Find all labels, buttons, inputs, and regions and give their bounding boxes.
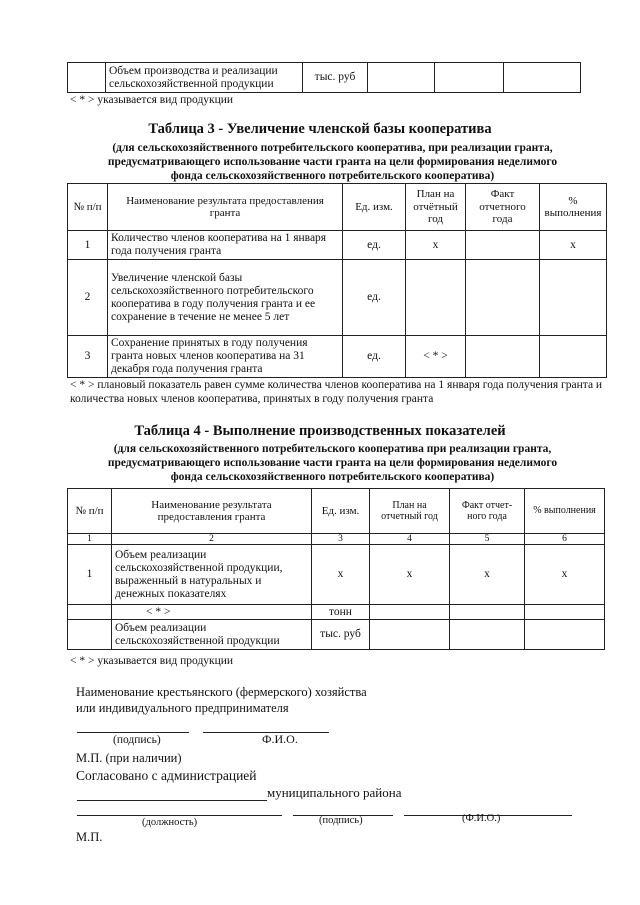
table3-header-unit: Ед. изм. <box>343 184 406 231</box>
cell-pct <box>540 336 607 378</box>
cell-name: Объем реализации сельскохозяйственной продукции, выраженный в натуральных и денежных показателях <box>112 545 312 605</box>
colnum: 2 <box>112 534 312 545</box>
table3-note: < * > плановый показатель равен сумме количества членов кооператива на 1 января года получения гранта и количества новых членов кооператива, принятых в году получения гранта <box>70 379 603 405</box>
table3-subtitle-1: (для сельскохозяйственного потребительского кооператива, при реализации гранта, <box>112 142 553 154</box>
table4 <box>67 488 605 650</box>
fio2-label: (Ф.И.О.) <box>462 813 501 824</box>
agreed-label: Согласовано с администрацией <box>76 768 257 783</box>
fio-label: Ф.И.О. <box>262 732 298 746</box>
cell-num: 1 <box>68 545 112 605</box>
cell-plan: < * > <box>406 336 466 378</box>
cell-pct: х <box>525 545 605 605</box>
position-line <box>77 815 282 816</box>
cell-num <box>68 605 112 620</box>
table4-title: Таблица 4 - Выполнение производственных показателей <box>134 423 506 439</box>
cell-pct <box>525 605 605 620</box>
podpis2-label: (подпись) <box>319 815 363 826</box>
district-label: муниципального района <box>267 785 402 800</box>
table3-header-num: № п/п <box>68 184 108 231</box>
top-row-name: Объем производства и реализации сельскохозяйственной продукции <box>106 63 303 93</box>
position-label: (должность) <box>142 817 198 828</box>
cell-fact <box>466 231 540 260</box>
cell-name: < * > <box>112 605 312 620</box>
cell-plan <box>370 605 450 620</box>
table4-header-plan: План на отчетный год <box>370 489 450 534</box>
table-row <box>68 336 607 378</box>
table-row <box>68 605 605 620</box>
cell-fact <box>450 605 525 620</box>
org-line-1: Наименование крестьянского (фермерского) хозяйства <box>76 685 367 699</box>
cell-unit: ед. <box>343 260 406 336</box>
table3 <box>67 183 607 378</box>
cell-pct <box>525 620 605 650</box>
top-row-unit: тыс. руб <box>303 63 368 93</box>
cell-unit: тыс. руб <box>312 620 370 650</box>
table3-header-plan: План на отчётный год <box>406 184 466 231</box>
table4-subtitle-3: фонда сельскохозяйственного потребительского кооператива) <box>170 471 495 483</box>
table3-header-name: Наименование результата предоставления гранта <box>108 184 343 231</box>
table4-header-row <box>68 489 605 534</box>
cell-plan <box>406 260 466 336</box>
table-row <box>68 545 605 605</box>
table4-colnum-row <box>68 534 605 545</box>
cell-unit: х <box>312 545 370 605</box>
table4-subtitle-2: предусматривающего использование части гранта на цели формирования неделимого <box>107 457 558 469</box>
mp-label: М.П. <box>76 830 103 844</box>
mp-if-any: М.П. (при наличии) <box>76 751 182 765</box>
table4-header-pct: % выполнения <box>525 489 605 534</box>
cell-plan <box>370 620 450 650</box>
table-row <box>68 63 581 93</box>
table-row <box>68 260 607 336</box>
district-line <box>77 800 267 801</box>
table-row <box>68 231 607 260</box>
cell-name: Объем реализации сельскохозяйственной продукции <box>112 620 312 650</box>
colnum: 5 <box>450 534 525 545</box>
org-line-2: или индивидуального предпринимателя <box>76 701 289 715</box>
colnum: 1 <box>68 534 112 545</box>
table4-header-name: Наименование результата предоставления гранта <box>112 489 312 534</box>
table3-header-fact: Факт отчетного года <box>466 184 540 231</box>
cell-fact: х <box>450 545 525 605</box>
cell-plan: х <box>406 231 466 260</box>
cell-fact <box>466 260 540 336</box>
colnum: 3 <box>312 534 370 545</box>
table3-title: Таблица 3 - Увеличение членской базы кооператива <box>148 121 492 137</box>
cell-unit: ед. <box>343 336 406 378</box>
colnum: 4 <box>370 534 450 545</box>
table3-subtitle-3: фонда сельскохозяйственного потребительского кооператива) <box>170 170 495 182</box>
table4-note: < * > указывается вид продукции <box>70 655 234 667</box>
top-note: < * > указывается вид продукции <box>70 94 234 106</box>
cell-fact <box>450 620 525 650</box>
cell-num: 1 <box>68 231 108 260</box>
cell-pct: х <box>540 231 607 260</box>
podpis-label: (подпись) <box>113 734 161 746</box>
cell-unit: ед. <box>343 231 406 260</box>
cell-fact <box>466 336 540 378</box>
table3-subtitle-2: предусматривающего использование части гранта на цели формирования неделимого <box>107 156 558 168</box>
cell-pct <box>540 260 607 336</box>
table3-header-row <box>68 184 607 231</box>
top-table <box>67 62 581 93</box>
cell-name: Увеличение членской базы сельскохозяйственного потребительского кооператива в году получения гранта и ее сохранение в течение не менее 5 лет <box>108 260 343 336</box>
signature-line <box>77 732 189 733</box>
cell-unit: тонн <box>312 605 370 620</box>
table-row <box>68 620 605 650</box>
cell-name: Сохранение принятых в году получения гранта новых членов кооператива на 31 декабря года получения гранта <box>108 336 343 378</box>
table4-header-num: № п/п <box>68 489 112 534</box>
table4-header-unit: Ед. изм. <box>312 489 370 534</box>
cell-name: Количество членов кооператива на 1 января года получения гранта <box>108 231 343 260</box>
colnum: 6 <box>525 534 605 545</box>
table3-header-pct: % выполнения <box>540 184 607 231</box>
table4-header-fact: Факт отчет-ного года <box>450 489 525 534</box>
cell-num: 2 <box>68 260 108 336</box>
table4-subtitle-1: (для сельскохозяйственного потребительского кооператива при реализации гранта, <box>113 443 552 455</box>
cell-plan: х <box>370 545 450 605</box>
cell-num <box>68 620 112 650</box>
cell-num: 3 <box>68 336 108 378</box>
